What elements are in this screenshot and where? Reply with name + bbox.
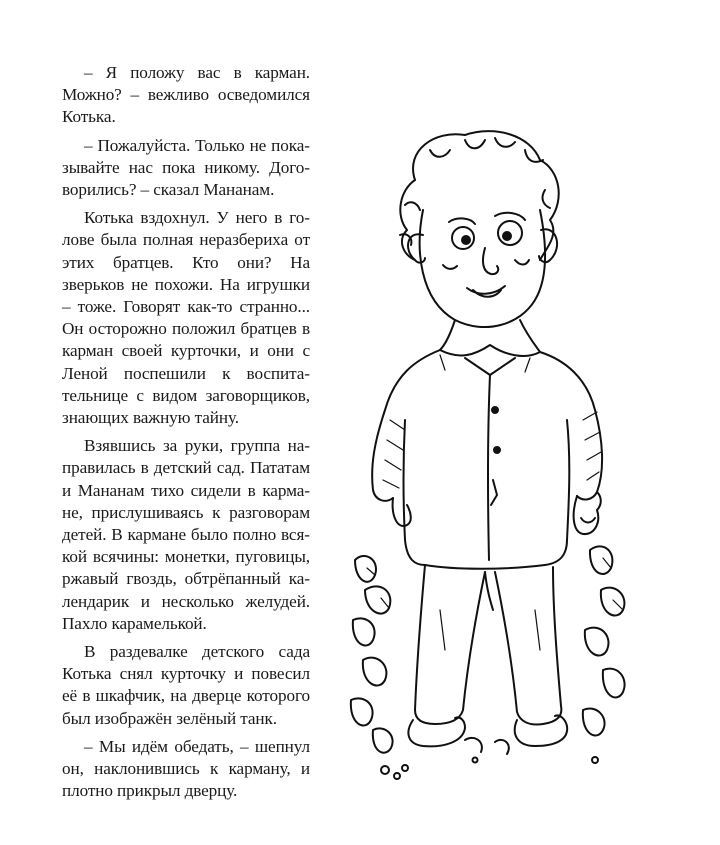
paragraph: Котька вздохнул. У него в голове была полная неразбериха от этих братцев. Кто они? На зверьков не похожи. На игрушки – тоже. Говорят как-то странно... Он осторожно положил братцев в карман своей курточки, и они с Леной поспешили к воспитательнице с видом заговорщиков, знающих важную тайну. bbox=[62, 208, 310, 428]
text-column bbox=[62, 62, 310, 809]
boy-drawing bbox=[345, 120, 645, 790]
paragraph: – Мы идём обедать, – шепнул он, наклонившись к карману, и плотно прикрыл дверцу. bbox=[62, 736, 310, 801]
paragraph: – Пожалуйста. Только не показывайте нас пока никому. Договорились? – сказал Мананам. bbox=[62, 135, 310, 200]
paragraph: В раздевалке детского сада Котька снял курточку и повесил её в шкафчик, на дверце которого был изображён зелёный танк. bbox=[62, 642, 310, 728]
boy-illustration bbox=[345, 120, 645, 790]
paragraph: – Я положу вас в карман. Можно? – вежливо осведомился Котька. bbox=[62, 63, 310, 127]
paragraph: Взявшись за руки, группа направилась в детский сад. Пататам и Мананам тихо сидели в кармане, прислушиваясь к разговорам детей. В кармане было полно всякой всячины: монетки, пуговицы, ржавый гвоздь, обтрёпанный календарик и несколько желудей. Пахло карамелькой. bbox=[62, 436, 310, 633]
